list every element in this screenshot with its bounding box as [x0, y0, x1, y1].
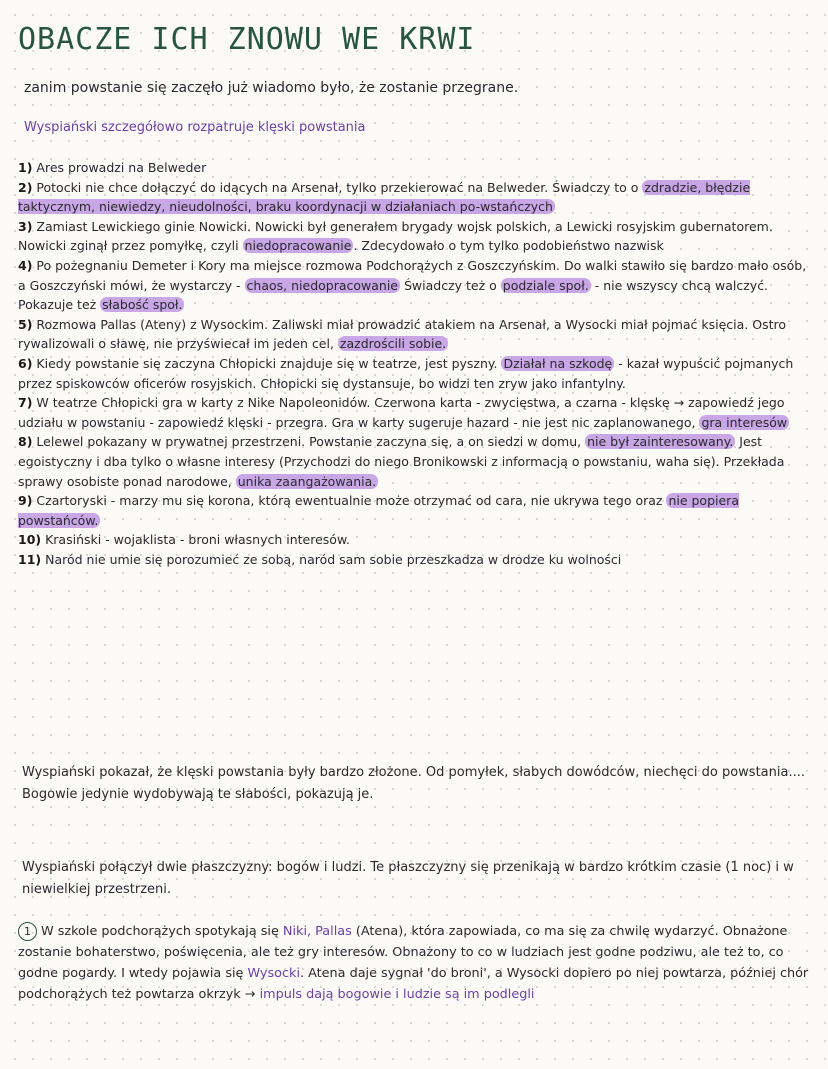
list-item-text: Ares prowadzi na Belweder	[36, 160, 207, 175]
list-item	[18, 530, 808, 550]
list-item	[18, 393, 808, 432]
list-item-text: W teatrze Chłopicki gra w karty z Nike Napoleonidów. Czerwona karta - zwycięstwa, a czarna - klęskę → zapowiedź jego udziału w powstaniu - zapowiedź klęski - przegra. Gra w karty sugeruje hazard - nie jest nic zaplanowanego,	[18, 395, 785, 430]
list-item-number: 4)	[18, 257, 33, 273]
summary-paragraph-1: Wyspiański pokazał, że klęski powstania były bardzo złożone. Od pomyłek, słabych dowódców, niechęci do powstania.... Bogowie jedynie wydobywają te słabości, pokazują je.	[22, 765, 805, 802]
purple-text: Niki, Pallas	[282, 924, 352, 939]
circled-number: 1	[18, 922, 37, 941]
list-item	[18, 432, 808, 491]
list-item-text: - kazał wypuścić pojmanych przez spiskowców oficerów rosyjskich. Chłopicki się dystansuje, bo widzi ten zryw jako infantylny.	[18, 355, 794, 391]
list-item	[18, 315, 808, 354]
intro-text: zanim powstanie się zaczęło już wiadomo było, że zostanie przegrane.	[24, 80, 519, 96]
list-item	[18, 158, 808, 178]
summary-paragraph-2: Wyspiański połączył dwie płaszczyzny: bogów i ludzi. Te płaszczyzny się przenikają w bardzo krótkim czasie (1 noc) i w niewielkiej przestrzeni.	[22, 860, 794, 897]
highlighted-text: gra interesów	[701, 414, 788, 430]
list-item-number: 7)	[18, 395, 33, 411]
list-item	[18, 491, 808, 530]
list-item-text: Jest egoistyczny i dba tylko o własne interesy (Przychodzi do niego Bronikowski z informacją o powstaniu, waha się). Przekłada sprawy osobiste ponad narodowe,	[18, 434, 785, 489]
paragraph-text: (Atena), która zapowiada, co ma się za chwilę wydarzyć. Obnażone zostanie bohaterstwo, poświęcenia, ale też gry interesów. Obnażony to co w ludziach jest godne podziwu, ale też to, co godne pogardy. I wtedy pojawia się	[18, 924, 788, 981]
list-item-number: 9)	[18, 493, 33, 509]
highlighted-text: unika zaangażowania.	[237, 473, 377, 489]
list-item-number: 6)	[18, 355, 33, 371]
highlighted-text: niedopracowanie	[244, 238, 352, 254]
list-item-text: - nie wszyscy chcą walczyć. Pokazuje też	[18, 277, 769, 313]
list-item	[18, 354, 808, 393]
list-item-number: 10)	[18, 532, 42, 548]
list-item-text: Krasiński - wojaklista - broni własnych interesów.	[45, 532, 351, 548]
list-item-text: Po pożegnaniu Demeter i Kory ma miejsce rozmowa Podchorążych z Goszczyńskim. Do walki stawiło się bardzo mało osób, a Goszczyński mówi, że wystarczy -	[18, 257, 807, 293]
list-item-number: 8)	[18, 434, 33, 450]
list-item-text: Naród nie umie się porozumieć ze sobą, naród sam sobie przeszkadza w drodze ku wolności	[45, 551, 622, 567]
list-item	[18, 256, 808, 315]
highlighted-text: zdradzie, błędzie taktycznym, niewiedzy, nieudolności, braku koordynacji w działaniach po-wstańczych	[18, 179, 751, 215]
list-item-text: Rozmowa Pallas (Ateny) z Wysockim. Zaliwski miał prowadzić atakiem na Arsenał, a Wysocki miał pojmać księcia. Ostro rywalizowali o sławę, nie przyświecał im jeden cel,	[18, 316, 787, 352]
paragraph-text: . Atena daje sygnał 'do broni', a Wysocki dopiero po niej powtarza, później chór podchorążych też powtarza okrzyk →	[18, 966, 809, 1002]
list-item-text: Kiedy powstanie się zaczyna Chłopicki znajduje się w teatrze, jest pyszny.	[36, 355, 502, 371]
list-item-text: Zamiast Lewickiego ginie Nowicki. Nowicki był generałem brygady wojsk polskich, a Lewicki rosyjskim gubernatorem. Nowicki zginął przez pomyłkę, czyli	[18, 218, 773, 254]
list-item-text: Świadczy też o	[400, 277, 501, 293]
highlighted-text: zazdrościli sobie.	[339, 336, 447, 352]
list-item	[18, 550, 808, 570]
list-item	[18, 217, 808, 256]
list-item-text: Potocki nie chce dołączyć do idących na Arsenał, tylko przekierować na Belweder. Świadczy to o	[36, 179, 643, 195]
list-item-number: 5)	[18, 316, 33, 332]
list-item-number: 1)	[18, 160, 33, 175]
highlighted-text: słabość społ.	[102, 297, 183, 313]
paragraph-text: W szkole podchorążych spotykają się	[41, 924, 283, 939]
list-item	[18, 178, 808, 217]
purple-text: impuls dają bogowie i ludzie są im podlegli	[259, 987, 535, 1002]
list-item-text: . Zdecydowało o tym tylko podobieństwo nazwisk	[353, 238, 664, 254]
purple-text: Wysocki	[247, 966, 300, 981]
list-item-text: Czartoryski - marzy mu się korona, którą ewentualnie może otrzymać od cara, nie ukrywa tego oraz	[36, 493, 667, 509]
list-item-text: Lelewel pokazany w prywatnej przestrzeni. Powstanie zaczyna się, a on siedzi w domu,	[36, 434, 586, 450]
highlighted-text: Działał na szkodę	[503, 355, 613, 371]
list-item-number: 2)	[18, 179, 33, 195]
highlighted-text: chaos, niedopracowanie	[246, 277, 398, 293]
highlighted-text: podziale społ.	[502, 277, 589, 293]
defeats-list	[18, 158, 808, 569]
list-item-number: 11)	[18, 551, 42, 567]
list-item-number: 3)	[18, 218, 33, 234]
summary-paragraph-3	[18, 921, 816, 1005]
highlighted-text: nie był zainteresowany.	[587, 434, 734, 450]
highlighted-text: nie popiera powstańców.	[18, 493, 739, 528]
subtitle: Wyspiański szczegółowo rozpatruje klęski powstania	[24, 120, 366, 135]
page-title: OBACZE ICH ZNOWU WE KRWI	[18, 22, 476, 57]
